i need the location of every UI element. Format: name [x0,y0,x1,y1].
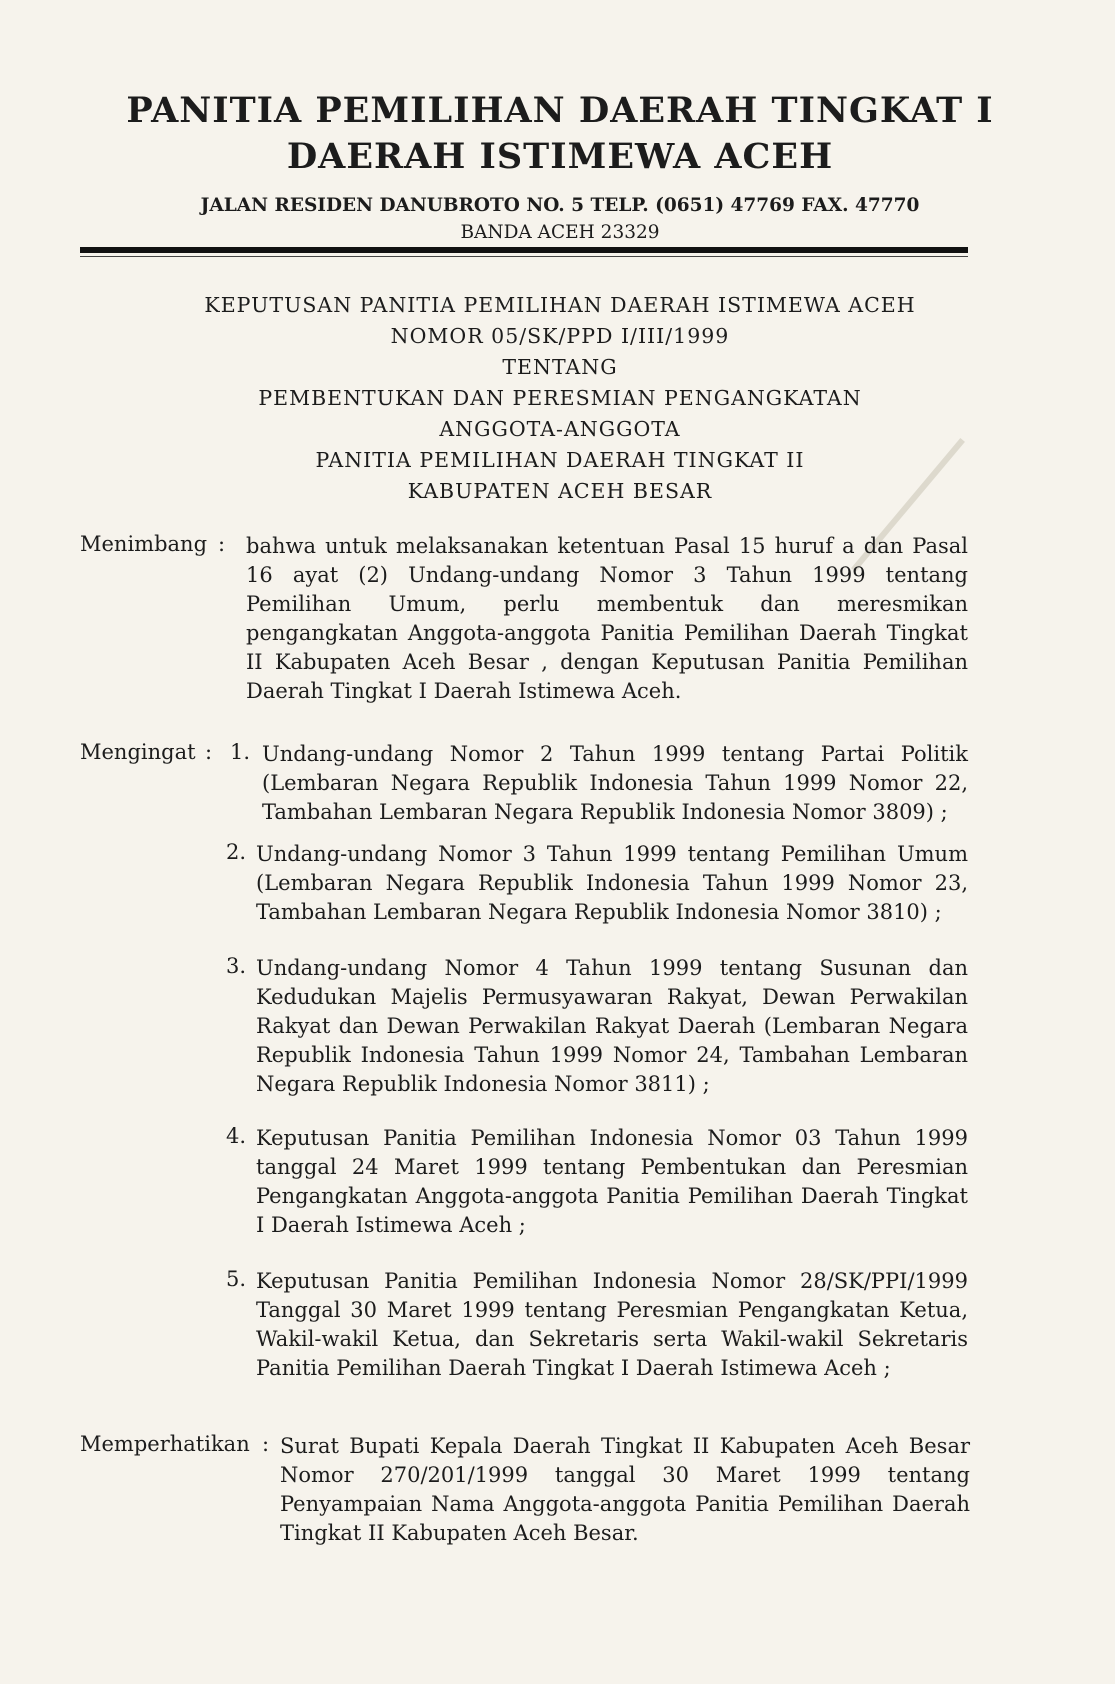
title-line3: TENTANG [502,355,618,379]
title-line1: KEPUTUSAN PANITIA PEMILIHAN DAERAH ISTIMEWA ACEH [204,293,916,317]
title-line5: ANGGOTA-ANGGOTA [439,417,681,441]
mengingat-item-text: Keputusan Panitia Pemilihan Indonesia Nomor 28/SK/PPI/1999 Tanggal 30 Maret 1999 tentang Peresmian Pengangkatan Ketua, Wakil-wakil Ketua, dan Sekretaris serta Wakil-wakil Sekretaris Panitia Pemilihan Daerah Tingkat I Daerah Istimewa Aceh ; [256,1269,968,1380]
mengingat-item-number: 4. [226,1124,247,1148]
title-line2: NOMOR 05/SK/PPD I/III/1999 [390,324,730,348]
title-line6: PANITIA PEMILIHAN DAERAH TINGKAT II [315,448,805,472]
letterhead-rule-thin [80,256,968,257]
mengingat-label: Mengingat [80,740,196,764]
letterhead-rule [80,247,968,253]
org-name-line2: DAERAH ISTIMEWA ACEH [286,136,834,177]
menimbang-colon: : [218,532,226,556]
memperhatikan-text: Surat Bupati Kepala Daerah Tingkat II Kabupaten Aceh Besar Nomor 270/201/1999 tanggal 30 Maret 1999 tentang Penyampaian Nama Anggota-anggota Panitia Pemilihan Daerah Tingkat II Kabupaten Aceh Besar. [280,1434,970,1545]
mengingat-item-number: 3. [226,954,247,978]
org-name-line1: PANITIA PEMILIHAN DAERAH TINGKAT I [126,90,994,131]
title-line4: PEMBENTUKAN DAN PERESMIAN PENGANGKATAN [258,386,862,410]
org-city: BANDA ACEH 23329 [460,222,660,243]
mengingat-item-text: Keputusan Panitia Pemilihan Indonesia Nomor 03 Tahun 1999 tanggal 24 Maret 1999 tentang Pembentukan dan Peresmian Pengangkatan Anggota-anggota Panitia Pemilihan Daerah Tingkat I Daerah Istimewa Aceh ; [256,1126,968,1237]
mengingat-item-text: Undang-undang Nomor 4 Tahun 1999 tentang Susunan dan Kedudukan Majelis Permusyawaran Rakyat, Dewan Perwakilan Rakyat dan Dewan Perwakilan Rakyat Daerah (Lembaran Negara Republik Indonesia Tahun 1999 Nomor 24, Tambahan Lembaran Negara Republik Indonesia Nomor 3811) ; [256,956,968,1096]
letterhead [60,88,1060,246]
org-address: JALAN RESIDEN DANUBROTO NO. 5 TELP. (0651) 47769 FAX. 47770 [200,195,920,216]
title-line7: KABUPATEN ACEH BESAR [407,479,713,503]
decree-title [60,290,1060,507]
mengingat-item-number: 5. [226,1267,247,1291]
menimbang-text: bahwa untuk melaksanakan ketentuan Pasal 15 huruf a dan Pasal 16 ayat (2) Undang-undang Nomor 3 Tahun 1999 tentang Pemilihan Umum, perlu membentuk dan meresmikan pengangkatan Anggota-anggota Panitia Pemilihan Daerah Tingkat II Kabupaten Aceh Besar , dengan Keputusan Panitia Pemilihan Daerah Tingkat I Daerah Istimewa Aceh. [246,534,968,703]
mengingat-item-number: 1. [230,740,251,764]
memperhatikan-colon: : [262,1432,270,1456]
menimbang-label: Menimbang [80,532,208,556]
mengingat-item-text: Undang-undang Nomor 3 Tahun 1999 tentang Pemilihan Umum (Lembaran Negara Republik Indonesia Tahun 1999 Nomor 23, Tambahan Lembaran Negara Republik Indonesia Nomor 3810) ; [256,842,968,924]
mengingat-item-number: 2. [226,840,247,864]
memperhatikan-label: Memperhatikan [80,1432,250,1456]
mengingat-colon: : [205,740,213,764]
mengingat-item-text: Undang-undang Nomor 2 Tahun 1999 tentang Partai Politik (Lembaran Negara Republik Indonesia Tahun 1999 Nomor 22, Tambahan Lembaran Negara Republik Indonesia Nomor 3809) ; [262,742,968,824]
